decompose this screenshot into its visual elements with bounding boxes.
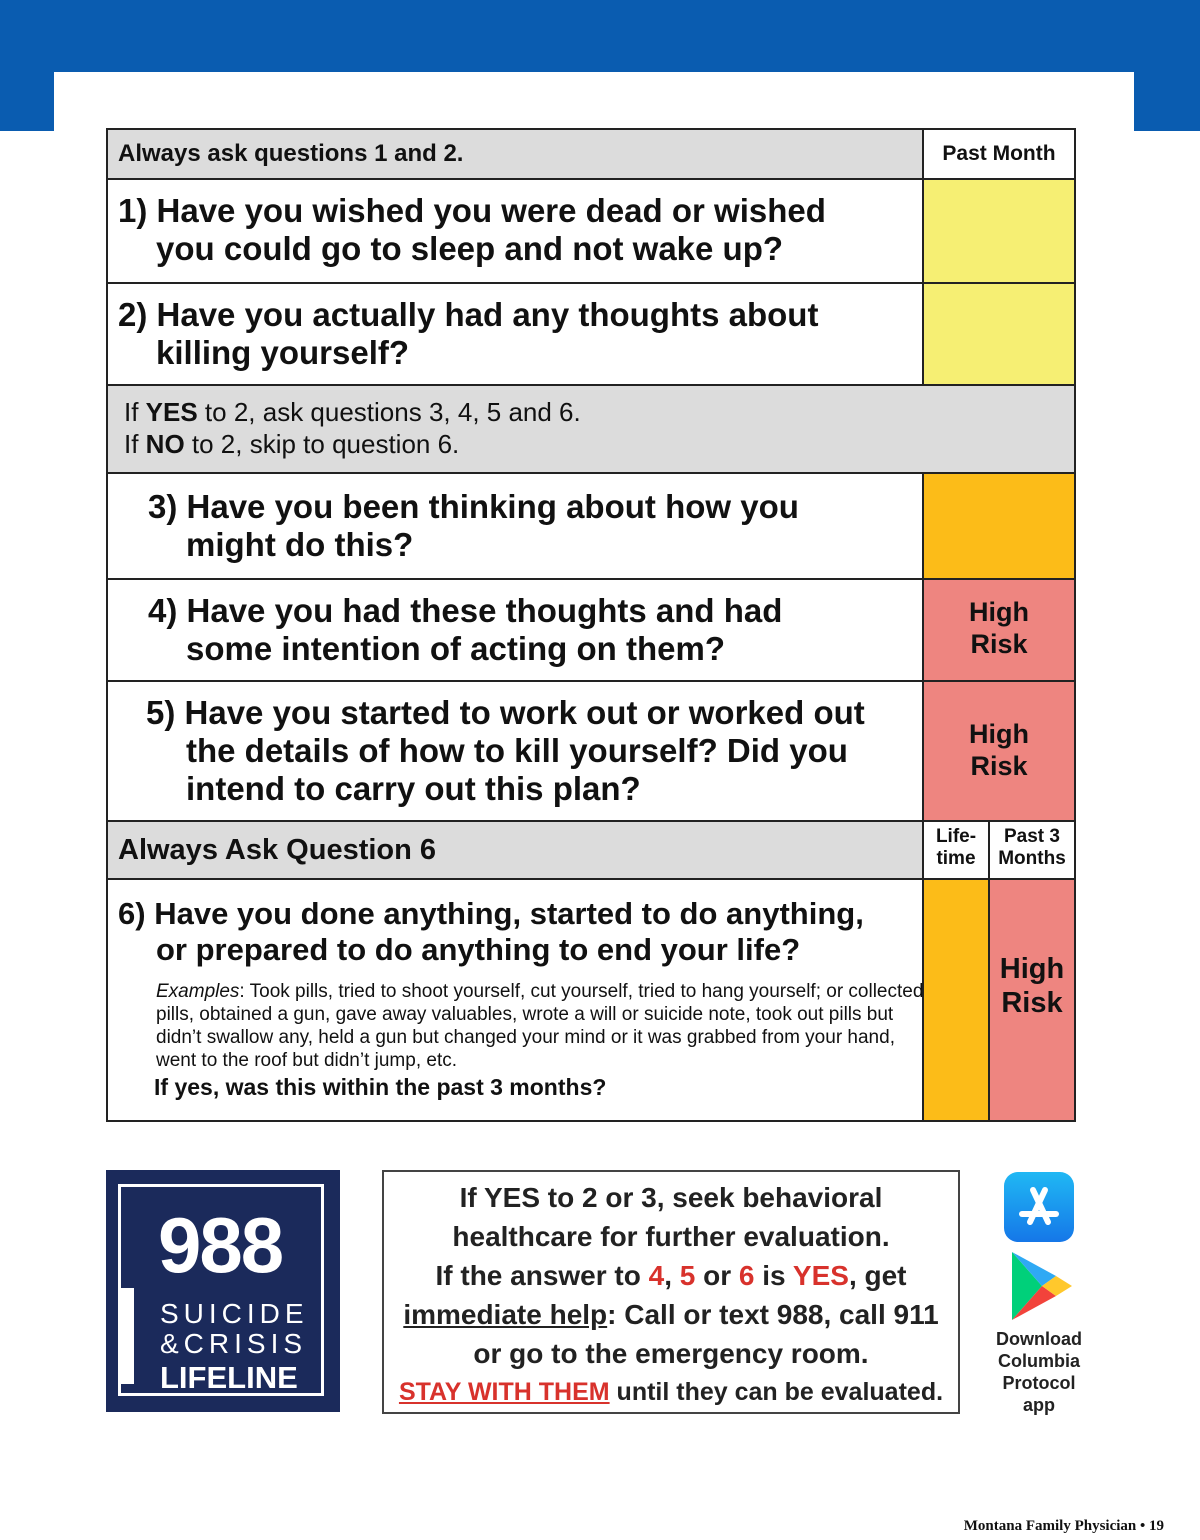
question-6-examples: Examples: Took pills, tried to shoot yourself, cut yourself, tried to hang yourself; or collected pills, obtained a gun, gave away valuables, wrote a will or suicide note, took out pills but didn’t swallow any, held a gun but changed your mind or it was grabbed from your hand, went to the roof but didn’t jump, etc. xyxy=(156,981,924,1071)
header-past-month: Past Month xyxy=(942,142,1056,165)
question-2: 2) Have you actually had any thoughts about killing yourself? xyxy=(118,296,819,371)
risk-cell-5 xyxy=(924,682,1074,820)
question-3-row xyxy=(108,474,1074,580)
risk-cell-4 xyxy=(924,580,1074,680)
header-6-row xyxy=(108,822,1074,880)
callout-line-3: If the answer to 4, 5 or 6 is YES, get xyxy=(435,1260,907,1291)
question-6-row xyxy=(108,880,1074,1120)
screening-table xyxy=(106,128,1076,1122)
callout-line-2: healthcare for further evaluation. xyxy=(452,1221,890,1252)
header-lifetime: Life- time xyxy=(924,822,990,878)
question-6: 6) Have you done anything, started to do anything, or prepared to do anything to end your life? xyxy=(118,896,864,967)
question-4-row xyxy=(108,580,1074,682)
lifetime-cell-6 xyxy=(924,880,990,1120)
risk-cell-6 xyxy=(990,880,1074,1120)
guidance-callout xyxy=(382,1170,960,1414)
header-past-3-months: Past 3 Months xyxy=(998,826,1066,869)
logo-line-2: &CRISIS xyxy=(160,1328,308,1359)
question-6-followup: If yes, was this within the past 3 months? xyxy=(154,1074,607,1100)
question-1-row xyxy=(108,180,1074,284)
callout-line-4: immediate help: Call or text 988, call 911 xyxy=(403,1299,939,1330)
question-2-row xyxy=(108,284,1074,386)
skip-note: If YES to 2, ask questions 3, 4, 5 and 6. If NO to 2, skip to question 6. xyxy=(124,397,581,459)
risk-label-4: High Risk xyxy=(969,597,1029,659)
question-5-row xyxy=(108,682,1074,822)
question-5: 5) Have you started to work out or worked out the details of how to kill yourself? Did you intend to carry out this plan? xyxy=(146,694,865,807)
answer-cell-1 xyxy=(924,180,1074,282)
risk-label-6: High Risk xyxy=(999,953,1065,1019)
question-1: 1) Have you wished you were dead or wished you could go to sleep and not wake up? xyxy=(118,192,826,267)
callout-line-6: STAY WITH THEM until they can be evaluated. xyxy=(398,1378,944,1406)
logo-bar xyxy=(120,1288,134,1384)
callout-line-5: or go to the emergency room. xyxy=(473,1338,869,1369)
logo-line-3: LIFELINE xyxy=(160,1360,298,1395)
google-play-icon[interactable] xyxy=(1008,1250,1074,1322)
callout-line-1: If YES to 2 or 3, seek behavioral xyxy=(459,1182,883,1213)
skip-note-row xyxy=(108,386,1074,474)
question-4: 4) Have you had these thoughts and had some intention of acting on them? xyxy=(148,592,783,667)
logo-line-1: SUICIDE xyxy=(160,1298,309,1329)
download-app-label: Download Columbia Protocol app xyxy=(996,1329,1082,1415)
page-footer: Montana Family Physician • 19 xyxy=(963,1518,1164,1534)
risk-label-5: High Risk xyxy=(969,719,1029,781)
988-lifeline-logo xyxy=(106,1170,340,1412)
answer-cell-3 xyxy=(924,474,1074,578)
app-store-icon[interactable] xyxy=(1004,1172,1074,1242)
header-question-6: Always Ask Question 6 xyxy=(118,834,437,866)
question-3: 3) Have you been thinking about how you might do this? xyxy=(148,488,799,563)
logo-number: 988 xyxy=(158,1201,283,1289)
header-left: Always ask questions 1 and 2. xyxy=(118,140,464,167)
answer-cell-2 xyxy=(924,284,1074,384)
header-row xyxy=(108,130,1074,180)
